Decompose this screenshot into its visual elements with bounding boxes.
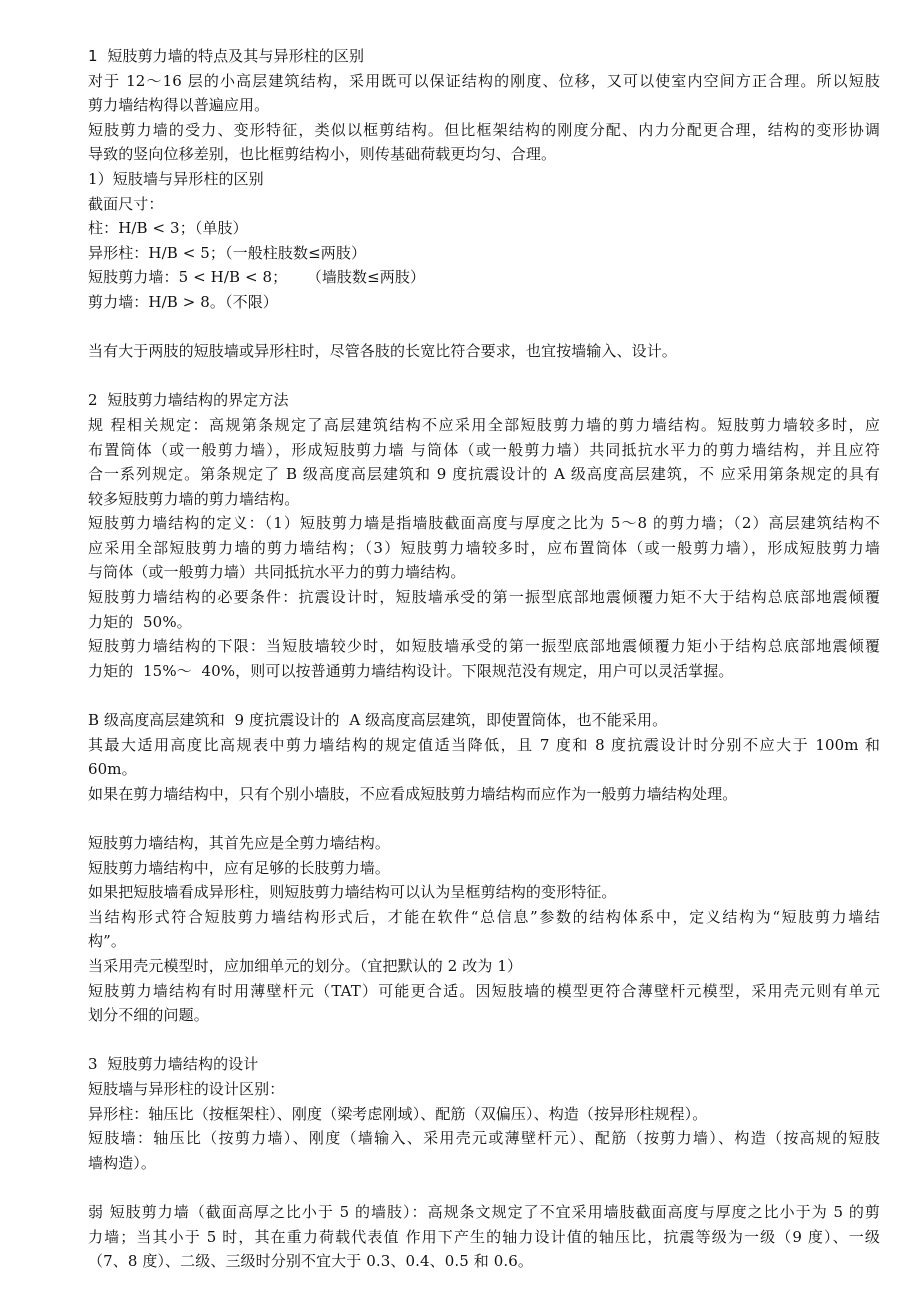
text-line: 其最大适用高度比高规表中剪力墙结构的规定值适当降低，且 7 度和 8 度抗震设计时分别不应大于 100m 和 [88,735,880,754]
text-line: 划分不细的问题。 [88,1006,209,1025]
text-line: 短肢剪力墙结构中，应有足够的长肢剪力墙。 [88,858,391,877]
text-line: 剪力墙结构得以普遍应用。 [88,96,270,115]
text-line: 弱 短肢剪力墙（截面高厚之比小于 5 的墙肢）：高规条文规定了不宜采用墙肢截面高度与厚度之比小于为 5 的剪 [88,1202,880,1221]
text-line: 柱：H/B < 3；（单肢） [88,219,248,238]
text-line: （7、8 度）、二级、三级时分别不宜大于 0.3、0.4、0.5 和 0.6。 [88,1252,533,1271]
text-line: 构”。 [88,932,126,951]
text-line: 墙构造）。 [88,1153,157,1172]
text-line: 力墙；当其小于 5 时，其在重力荷载代表值 作用下产生的轴力设计值的轴压比，抗震等级为一级（9 度）、一级 [88,1227,880,1246]
text-line: B 级高度高层建筑和 9 度抗震设计的 A 级高度高层建筑，即使置筒体，也不能采用。 [88,711,668,730]
text-line: 短肢剪力墙：5 < H/B < 8； （墙肢数≤两肢） [88,268,426,287]
blank-line [88,683,880,708]
text-line: 短肢剪力墙结构的必要条件：抗震设计时，短肢墙承受的第一振型底部地震倾覆力矩不大于结构总底部地震倾覆 [88,588,880,607]
text-line: 当有大于两肢的短肢墙或异形柱时，尽管各肢的长宽比符合要求，也宜按墙输入、设计。 [88,342,677,361]
text-line: 较多短肢剪力墙的剪力墙结构。 [88,489,300,508]
text-line: 短肢墙：轴压比（按剪力墙）、刚度（墙输入、采用壳元或薄壁杆元）、配筋（按剪力墙）、构造（按高规的短肢 [88,1129,880,1148]
blank-line [88,315,880,340]
text-line: 短肢剪力墙的受力、变形特征，类似以框剪结构。但比框架结构的刚度分配、内力分配更合理，结构的变形协调 [88,120,880,139]
text-line: 短肢剪力墙结构有时用薄壁杆元（TAT）可能更合适。因短肢墙的模型更符合薄壁杆元模型，采用壳元则有单元 [88,981,880,1000]
text-line: 当结构形式符合短肢剪力墙结构形式后，才能在软件“总信息”参数的结构体系中，定义结构为“短肢剪力墙结 [88,907,880,926]
text-line: 如果把短肢墙看成异形柱，则短肢剪力墙结构可以认为呈框剪结构的变形特征。 [88,883,617,902]
text-line: 短肢剪力墙结构，其首先应是全剪力墙结构。 [88,834,391,852]
text-line: 合一系列规定。第条规定了 B 级高度高层建筑和 9 度抗震设计的 A 级高度高层建筑，不 应采用第条规定的具有 [88,465,880,484]
text-line: 短肢墙与异形柱的设计区别： [88,1079,285,1098]
text-line: 与筒体（或一般剪力墙）共同抵抗水平力的剪力墙结构。 [88,563,466,582]
blank-line [88,1175,880,1200]
text-line: 应采用全部短肢剪力墙的剪力墙结构；（3）短肢剪力墙较多时，应布置筒体（或一般剪力墙），形成短肢剪力墙 [88,538,880,557]
text-line: 当采用壳元模型时，应加细单元的划分。（宜把默认的 2 改为 1） [88,956,523,975]
text-line: 规 程相关规定：高规第条规定了高层建筑结构不应采用全部短肢剪力墙的剪力墙结构。短肢剪力墙较多时，应 [88,415,880,434]
text-line: 短肢剪力墙结构的下限：当短肢墙较少时，如短肢墙承受的第一振型底部地震倾覆力矩小于结构总底部地震倾覆 [88,637,880,656]
text-line: 力矩的 15%～ 40%，则可以按普通剪力墙结构设计。下限规范没有规定，用户可以灵活掌握。 [88,661,734,680]
text-line: 异形柱：轴压比（按框架柱）、刚度（梁考虑刚域）、配筋（双偏压）、构造（按异形柱规程）。 [88,1104,708,1123]
blank-line [88,364,880,389]
blank-line [88,806,880,831]
text-line: 如果在剪力墙结构中，只有个别小墙肢，不应看成短肢剪力墙结构而应作为一般剪力墙结构处理。 [88,784,738,803]
text-line: 短肢剪力墙结构的定义：（1）短肢剪力墙是指墙肢截面高度与厚度之比为 5～8 的剪力墙；（2）高层建筑结构不 [88,514,880,533]
text-line: 对于 12～16 层的小高层建筑结构，采用既可以保证结构的刚度、位移，又可以使室内空间方正合理。所以短肢 [88,71,880,90]
blank-line [88,1028,880,1053]
text-line: 力矩的 50%。 [88,612,192,631]
line-heading-3: 3 短肢剪力墙结构的设计 [88,1055,259,1074]
line-heading-1: 1 短肢剪力墙的特点及其与异形柱的区别 [88,47,365,65]
subheading-line: 1）短肢墙与异形柱的区别 [88,169,264,188]
document-page [88,44,880,1274]
text-line: 异形柱：H/B < 5；（一般柱肢数≤两肢） [88,243,367,262]
text-line: 截面尺寸： [88,194,164,213]
text-line: 剪力墙：H/B > 8。（不限） [88,292,278,311]
line-heading-2: 2 短肢剪力墙结构的界定方法 [88,391,289,410]
text-line: 布置筒体（或一般剪力墙），形成短肢剪力墙 与筒体（或一般剪力墙）共同抵抗水平力的剪力墙结构，并且应符 [88,440,880,459]
text-line: 60m。 [88,760,137,779]
text-line: 导致的竖向位移差别，也比框剪结构小，则传基础荷载更均匀、合理。 [88,145,557,164]
